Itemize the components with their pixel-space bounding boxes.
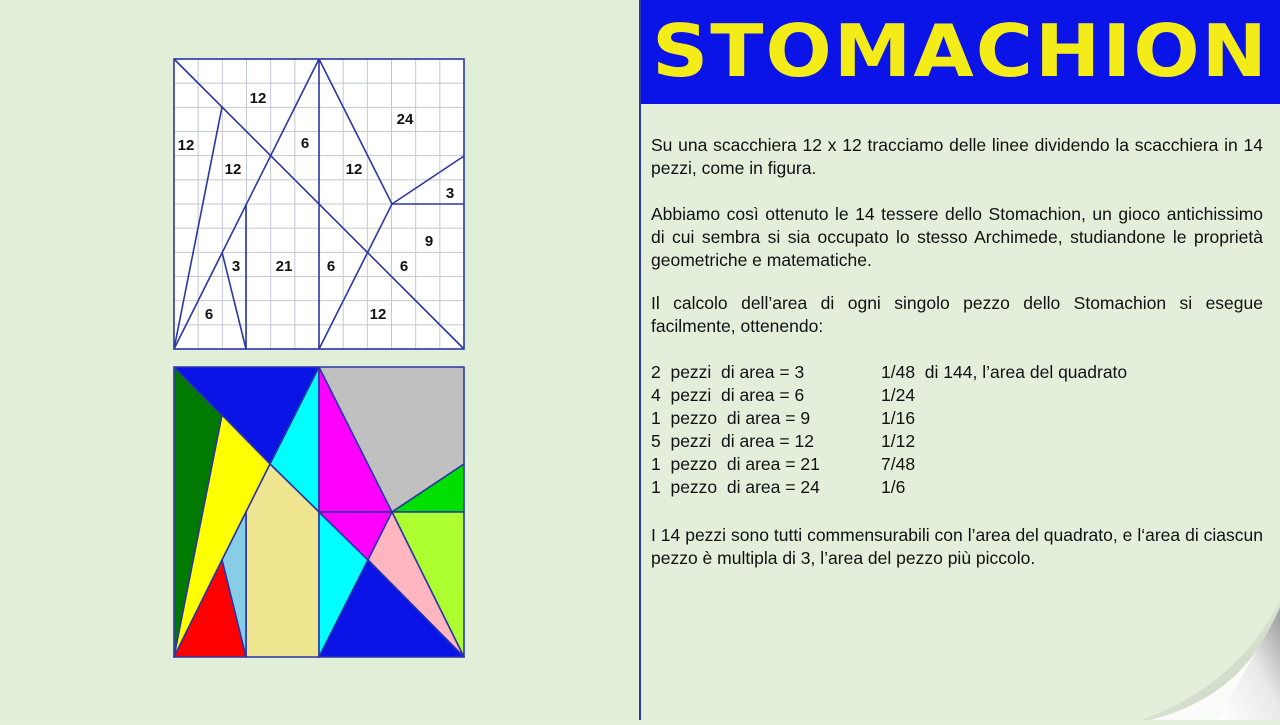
area-label: 6 [326, 258, 336, 275]
area-row [651, 407, 1127, 430]
area-fraction: 1/24 [881, 385, 916, 405]
area-count: 4 pezzi di area = 6 [651, 385, 805, 405]
area-count: 2 pezzi di area = 3 [651, 362, 805, 382]
area-table [651, 361, 1127, 499]
area-label: 12 [345, 161, 363, 178]
area-label: 3 [231, 258, 241, 275]
area-fraction: 1/48 di 144, l’area del quadrato [881, 362, 1128, 382]
grid-figure [174, 59, 464, 349]
area-label: 24 [396, 111, 414, 128]
area-label: 21 [275, 258, 293, 275]
area-label: 9 [424, 233, 434, 250]
page-title: STOMACHION [652, 10, 1269, 94]
area-fraction: 1/6 [881, 477, 906, 497]
paragraph-conclusion: I 14 pezzi sono tutti commensurabili con l’area del quadrato, e l‘area di ciascun pezzo è multipla di 3, l’area del pezzo più piccolo. [651, 525, 1263, 568]
right-panel [641, 0, 1280, 720]
left-panel [0, 0, 639, 720]
area-count: 1 pezzo di area = 24 [651, 477, 820, 497]
area-label: 12 [224, 161, 242, 178]
stomachion-figures [0, 0, 639, 720]
area-label: 12 [369, 306, 387, 323]
area-label: 12 [249, 90, 267, 107]
area-label: 3 [445, 185, 455, 202]
title-bar [641, 0, 1280, 104]
paragraph-history: Abbiamo così ottenuto le 14 tessere dello Stomachion, un gioco antichissimo di cui sembra si sia occupato lo stesso Archimede, studiandone le proprietà geometriche e matematiche. [651, 204, 1263, 270]
area-fraction: 7/48 [881, 454, 916, 474]
colored-figure [174, 367, 464, 657]
page-curl [1080, 580, 1280, 720]
area-row [651, 384, 1127, 407]
paragraph-calculation: Il calcolo dell’area di ogni singolo pezzo dello Stomachion si esegue facilmente, ottenendo: [651, 293, 1263, 336]
area-label: 12 [177, 137, 195, 154]
paragraph-intro: Su una scacchiera 12 x 12 tracciamo delle linee dividendo la scacchiera in 14 pezzi, come in figura. [651, 135, 1263, 178]
area-row [651, 453, 1127, 476]
area-row [651, 476, 1127, 499]
area-label: 6 [204, 306, 214, 323]
area-count: 1 pezzo di area = 21 [651, 454, 820, 474]
area-row [651, 361, 1127, 384]
area-fraction: 1/12 [881, 431, 916, 451]
area-row [651, 430, 1127, 453]
area-label: 6 [300, 135, 310, 152]
area-count: 1 pezzo di area = 9 [651, 408, 811, 428]
area-fraction: 1/16 [881, 408, 916, 428]
area-count: 5 pezzi di area = 12 [651, 431, 814, 451]
area-label: 6 [399, 258, 409, 275]
